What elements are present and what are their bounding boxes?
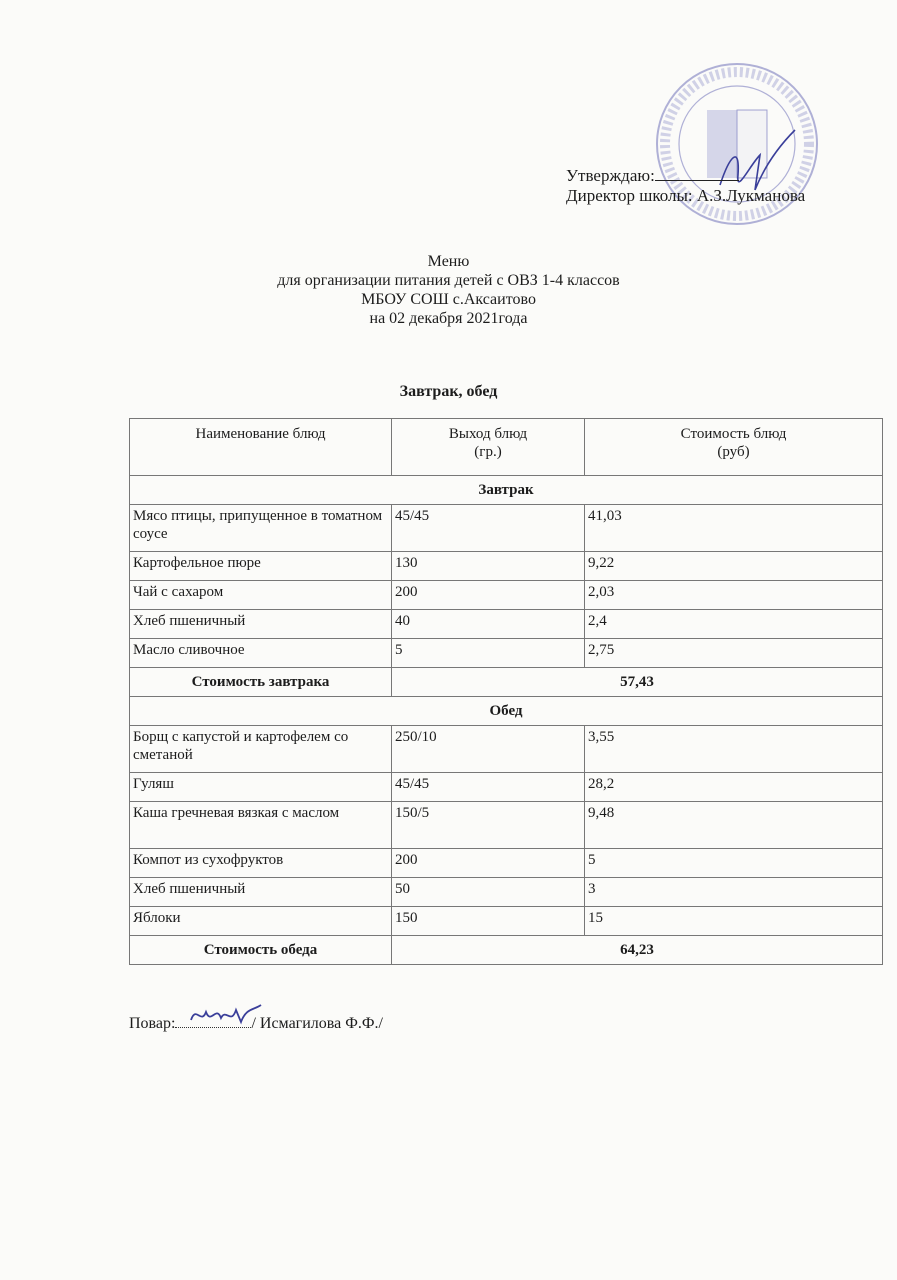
dish-cost: 3,55 [585, 726, 883, 773]
table-row [130, 610, 883, 639]
table-header [130, 419, 883, 476]
table-row [130, 581, 883, 610]
dish-cost: 28,2 [585, 773, 883, 802]
dish-name: Каша гречневая вязкая с маслом [130, 802, 392, 849]
title-line: для организации питания детей с ОВЗ 1-4 классов [277, 272, 620, 289]
title-date: на 02 декабря 2021года [369, 310, 528, 327]
table-row [130, 878, 883, 907]
dish-yield: 250/10 [392, 726, 585, 773]
header-name: Наименование блюд [130, 419, 392, 476]
cook-label: Повар: [129, 1015, 176, 1032]
dish-name: Яблоки [130, 907, 392, 936]
dish-cost: 15 [585, 907, 883, 936]
group-lunch: Обед [130, 697, 883, 726]
table-row [130, 552, 883, 581]
dish-name: Хлеб пшеничный [130, 610, 392, 639]
dish-cost: 9,22 [585, 552, 883, 581]
dish-yield: 45/45 [392, 505, 585, 552]
signature-line [655, 166, 739, 181]
total-label: Стоимость обеда [130, 936, 392, 965]
dish-cost: 9,48 [585, 802, 883, 849]
dish-name: Мясо птицы, припущенное в томатном соусе [130, 505, 392, 552]
dish-name: Картофельное пюре [130, 552, 392, 581]
dish-cost: 2,03 [585, 581, 883, 610]
dish-yield: 40 [392, 610, 585, 639]
dish-cost: 3 [585, 878, 883, 907]
table-row [130, 773, 883, 802]
header-yield: Выход блюд (гр.) [392, 419, 585, 476]
dish-cost: 41,03 [585, 505, 883, 552]
director-name: Директор школы: А.З.Лукманова [566, 186, 806, 205]
group-breakfast: Завтрак [130, 476, 883, 505]
dish-cost: 2,4 [585, 610, 883, 639]
dish-name: Чай с сахаром [130, 581, 392, 610]
table-row [130, 849, 883, 878]
cook-name: / Исмагилова Ф.Ф./ [251, 1015, 383, 1032]
menu-table [129, 418, 883, 965]
dish-name: Масло сливочное [130, 639, 392, 668]
section-heading: Завтрак, обед [399, 383, 498, 400]
dish-name: Гуляш [130, 773, 392, 802]
dish-yield: 200 [392, 849, 585, 878]
lunch-total-row [130, 936, 883, 965]
title-line: Меню [427, 253, 470, 270]
dish-cost: 2,75 [585, 639, 883, 668]
dish-name: Борщ с капустой и картофелем со сметаной [130, 726, 392, 773]
approval-label: Утверждаю: [566, 166, 655, 185]
dish-yield: 45/45 [392, 773, 585, 802]
cook-signature [186, 1000, 266, 1030]
dish-name: Компот из сухофруктов [130, 849, 392, 878]
dish-yield: 130 [392, 552, 585, 581]
header-cost: Стоимость блюд (руб) [585, 419, 883, 476]
table-row [130, 802, 883, 849]
dish-yield: 5 [392, 639, 585, 668]
approval-block [566, 166, 805, 206]
dish-yield: 150/5 [392, 802, 585, 849]
dish-cost: 5 [585, 849, 883, 878]
dish-name: Хлеб пшеничный [130, 878, 392, 907]
title-line: МБОУ СОШ с.Аксаитово [361, 291, 536, 308]
table-row [130, 907, 883, 936]
total-value: 64,23 [392, 936, 883, 965]
total-label: Стоимость завтрака [130, 668, 392, 697]
breakfast-total-row [130, 668, 883, 697]
dish-yield: 150 [392, 907, 585, 936]
table-row [130, 726, 883, 773]
dish-yield: 50 [392, 878, 585, 907]
table-row [130, 639, 883, 668]
table-row [130, 505, 883, 552]
total-value: 57,43 [392, 668, 883, 697]
document-title [0, 252, 897, 328]
dish-yield: 200 [392, 581, 585, 610]
